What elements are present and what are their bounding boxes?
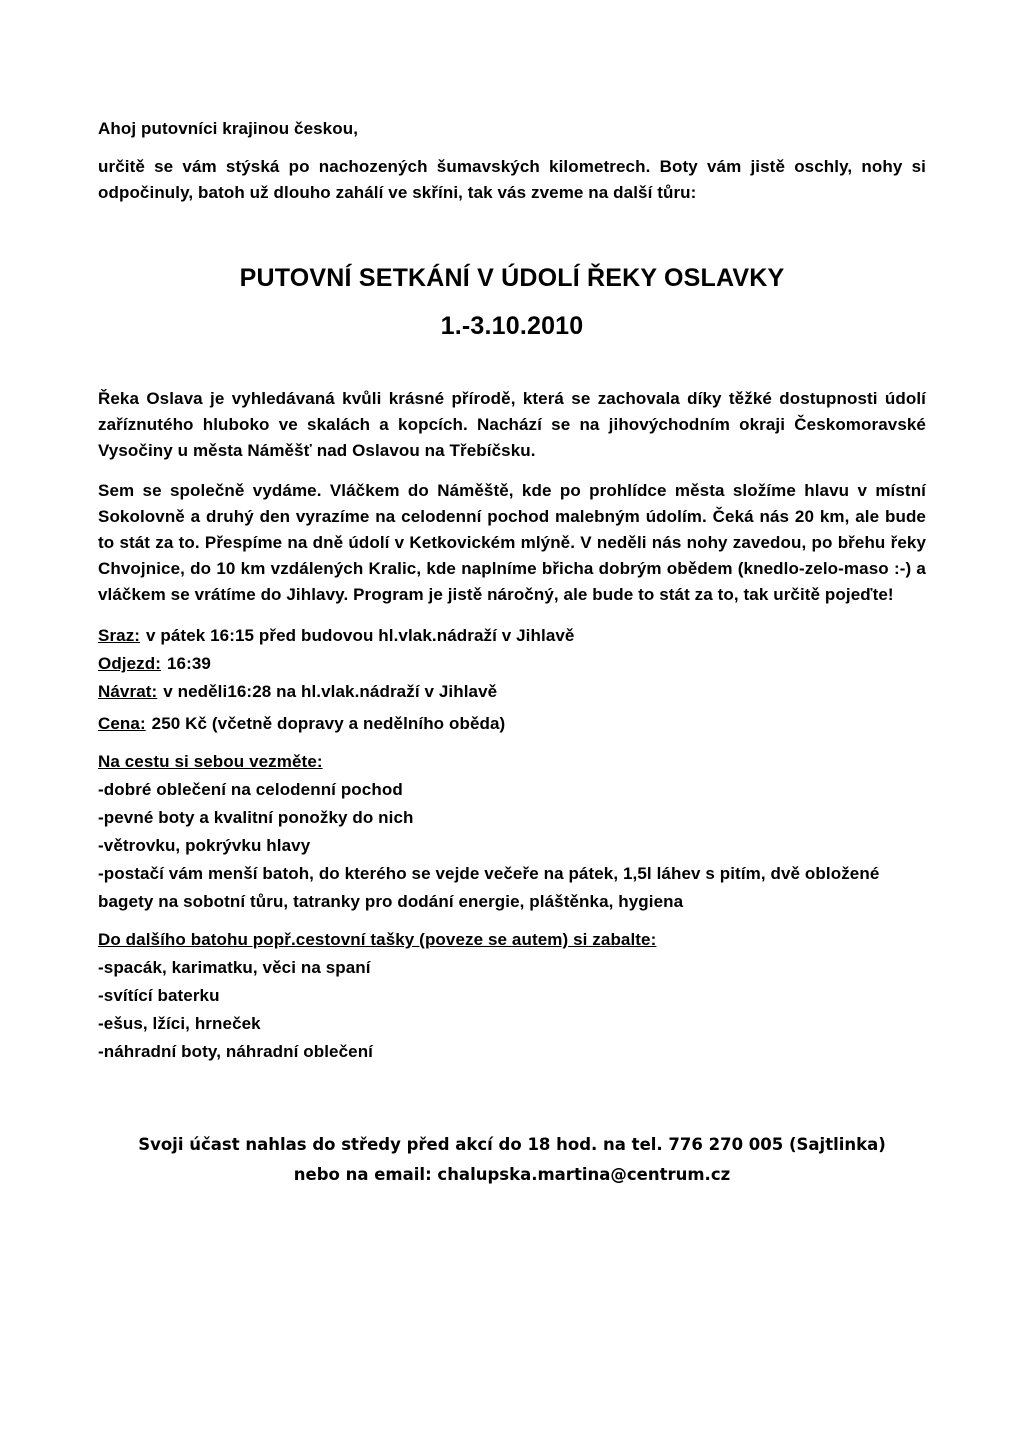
title-block [98,254,926,350]
document-title: PUTOVNÍ SETKÁNÍ V ÚDOLÍ ŘEKY OSLAVKY [239,264,785,292]
packing-list-bag-heading: Do dalšího batohu popř.cestovní tašky (poveze se autem) si zabalte: [98,930,657,949]
meeting-text: v pátek 16:15 před budovou hl.vlak.nádraží v Jihlavě [146,626,575,645]
departure-label: Odjezd: [98,654,162,673]
packing-list-day [98,748,926,916]
departure-text: 16:39 [166,654,211,673]
list-item: -náhradní boty, náhradní oblečení [98,1042,374,1061]
meeting-row [98,622,926,650]
departure-row [98,650,926,678]
contact-footer [98,1130,926,1190]
list-item: -dobré oblečení na celodenní pochod [98,780,403,799]
price-row [98,710,926,738]
list-item: -svítící baterku [98,986,220,1005]
return-text: v neděli16:28 na hl.vlak.nádraží v Jihlavě [163,682,498,701]
greeting-line: Ahoj putovníci krajinou českou, [98,119,359,138]
packing-list-day-heading: Na cestu si sebou vezměte: [98,752,323,771]
description-paragraph: Řeka Oslava je vyhledávaná kvůli krásné přírodě, která se zachovala díky těžké dostupnosti údolí zaříznutého hluboko ve skalách a kopcích. Nachází se na jihovýchodním okraji Českomoravské Vysočiny u města Náměšť nad Oslavou na Třebíčsku. [98,389,926,460]
packing-list-bag [98,926,926,1066]
price-label: Cena: [98,714,146,733]
list-item: -postačí vám menší batoh, do kterého se vejde večeře na pátek, 1,5l láhev s pitím, dvě obložené bagety na sobotní tůru, tatranky pro dodání energie, pláštěnka, hygiena [98,864,880,911]
trip-details [98,622,926,706]
program-paragraph: Sem se společně vydáme. Vláčkem do Náměště, kde po prohlídce města složíme hlavu v místní Sokolovně a druhý den vyrazíme na celodenní pochod malebným údolím. Čeká nás 20 km, ale bude to stát za to. Přespíme na dně údolí v Ketkovickém mlýně. V neděli nás nohy zavedou, po břehu řeky Chvojnice, do 10 km vzdálených Kralic, kde naplníme břicha dobrým obědem (knedlo-zelo-maso :-) a vláčkem se vrátíme do Jihlavy. Program je jistě náročný, ale bude to stát za to, tak určitě pojeďte! [98,481,926,604]
list-item: -větrovku, pokrývku hlavy [98,836,311,855]
return-row [98,678,926,706]
price-text: 250 Kč (včetně dopravy a nedělního oběda) [151,714,506,733]
list-item: -pevné boty a kvalitní ponožky do nich [98,808,414,827]
contact-email-line: nebo na email: chalupska.martina@centrum.cz [293,1165,731,1184]
meeting-label: Sraz: [98,626,141,645]
list-item: -spacák, karimatku, věci na spaní [98,958,371,977]
contact-phone-line: Svoji účast nahlas do středy před akcí do 18 hod. na tel. 776 270 005 (Sajtlinka) [138,1135,886,1154]
return-label: Návrat: [98,682,158,701]
event-date: 1.-3.10.2010 [440,312,584,340]
list-item: -ešus, lžíci, hrneček [98,1014,261,1033]
intro-paragraph: určitě se vám stýská po nachozených šumavských kilometrech. Boty vám jistě oschly, nohy si odpočinuly, batoh už dlouho zahálí ve skříni, tak vás zveme na další tůru: [98,157,926,202]
